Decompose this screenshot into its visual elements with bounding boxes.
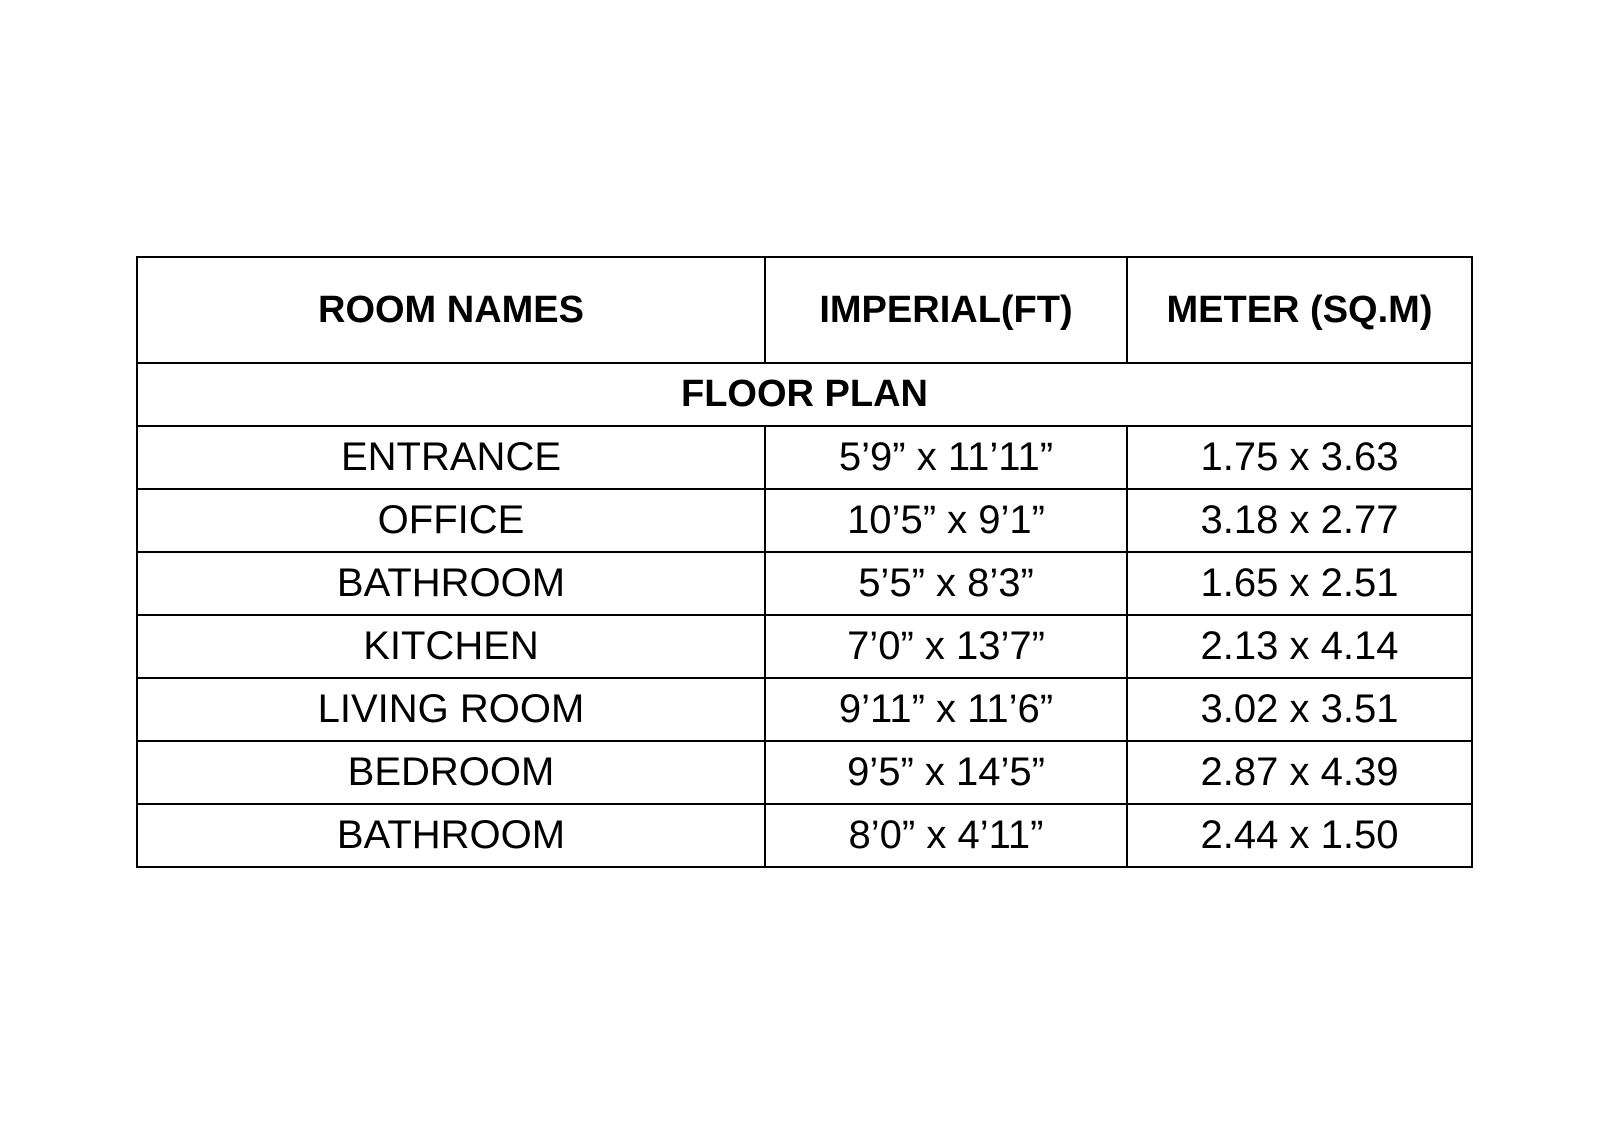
- header-meter: METER (SQ.M): [1127, 257, 1472, 363]
- table-row: [137, 804, 1472, 867]
- imperial-cell: 9’11” x 11’6”: [765, 678, 1127, 741]
- room-name-cell: BATHROOM: [137, 804, 765, 867]
- header-imperial: IMPERIAL(FT): [765, 257, 1127, 363]
- header-room-names: ROOM NAMES: [137, 257, 765, 363]
- meter-cell: 3.02 x 3.51: [1127, 678, 1472, 741]
- table-row: [137, 741, 1472, 804]
- room-name-cell: BEDROOM: [137, 741, 765, 804]
- table-header-row: [137, 257, 1472, 363]
- imperial-cell: 8’0” x 4’11”: [765, 804, 1127, 867]
- meter-cell: 2.87 x 4.39: [1127, 741, 1472, 804]
- imperial-cell: 5’5” x 8’3”: [765, 552, 1127, 615]
- imperial-cell: 7’0” x 13’7”: [765, 615, 1127, 678]
- meter-cell: 2.44 x 1.50: [1127, 804, 1472, 867]
- meter-cell: 1.65 x 2.51: [1127, 552, 1472, 615]
- room-name-cell: BATHROOM: [137, 552, 765, 615]
- table-row: [137, 615, 1472, 678]
- meter-cell: 2.13 x 4.14: [1127, 615, 1472, 678]
- room-name-cell: OFFICE: [137, 489, 765, 552]
- imperial-cell: 9’5” x 14’5”: [765, 741, 1127, 804]
- table-row: [137, 552, 1472, 615]
- room-name-cell: KITCHEN: [137, 615, 765, 678]
- meter-cell: 3.18 x 2.77: [1127, 489, 1472, 552]
- imperial-cell: 10’5” x 9’1”: [765, 489, 1127, 552]
- room-dimensions-table: [136, 256, 1473, 868]
- section-row: [137, 363, 1472, 426]
- table-row: [137, 678, 1472, 741]
- meter-cell: 1.75 x 3.63: [1127, 426, 1472, 489]
- table-row: [137, 489, 1472, 552]
- room-name-cell: ENTRANCE: [137, 426, 765, 489]
- imperial-cell: 5’9” x 11’11”: [765, 426, 1127, 489]
- section-title: FLOOR PLAN: [137, 363, 1472, 426]
- room-name-cell: LIVING ROOM: [137, 678, 765, 741]
- table-row: [137, 426, 1472, 489]
